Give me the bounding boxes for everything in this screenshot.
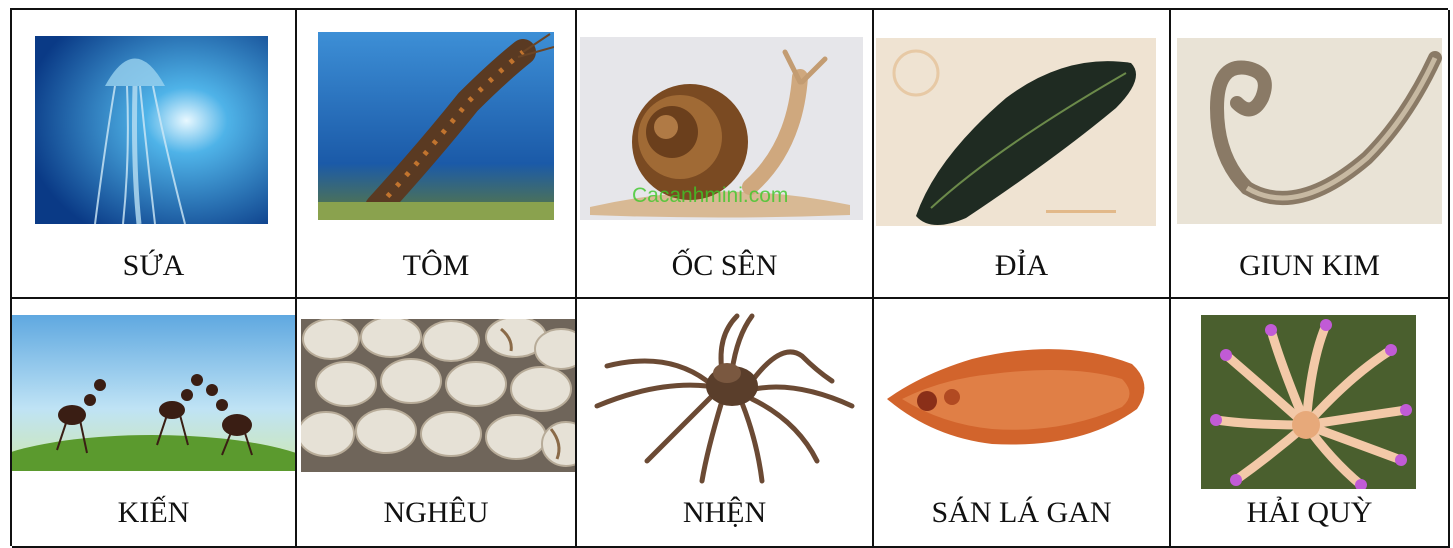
card-label: ỐC SÊN <box>671 249 778 282</box>
card-pinworm <box>1171 10 1450 299</box>
card-label: TÔM <box>402 249 470 282</box>
card-liver-fluke <box>874 299 1171 548</box>
ant-icon <box>12 315 295 471</box>
clam-icon <box>301 319 575 472</box>
card-jellyfish <box>12 10 297 299</box>
jellyfish-icon <box>35 36 268 224</box>
card-label: ĐỈA <box>994 249 1049 282</box>
card-sea-anemone <box>1171 299 1450 548</box>
card-label: KIẾN <box>117 496 190 529</box>
card-ant <box>12 299 297 548</box>
liver-fluke-icon <box>882 319 1154 469</box>
card-label: NGHÊU <box>383 496 489 529</box>
card-spider <box>577 299 874 548</box>
card-label: SỨA <box>122 249 185 282</box>
card-label: GIUN KIM <box>1239 249 1380 282</box>
shrimp-icon <box>318 32 554 220</box>
watermark-text: Cacanhmini.com <box>632 184 789 207</box>
card-label: NHỆN <box>682 496 767 529</box>
animal-card-grid <box>10 8 1448 546</box>
snail-icon <box>580 37 863 220</box>
sea-anemone-icon <box>1201 315 1416 489</box>
pinworm-icon <box>1177 38 1442 224</box>
spider-icon <box>587 311 862 486</box>
card-label: SÁN LÁ GAN <box>931 496 1112 529</box>
card-shrimp <box>297 10 577 299</box>
card-label: HẢI QUỲ <box>1246 496 1373 529</box>
card-snail <box>577 10 874 299</box>
card-leech <box>874 10 1171 299</box>
card-clam <box>297 299 577 548</box>
leech-icon <box>876 38 1156 226</box>
